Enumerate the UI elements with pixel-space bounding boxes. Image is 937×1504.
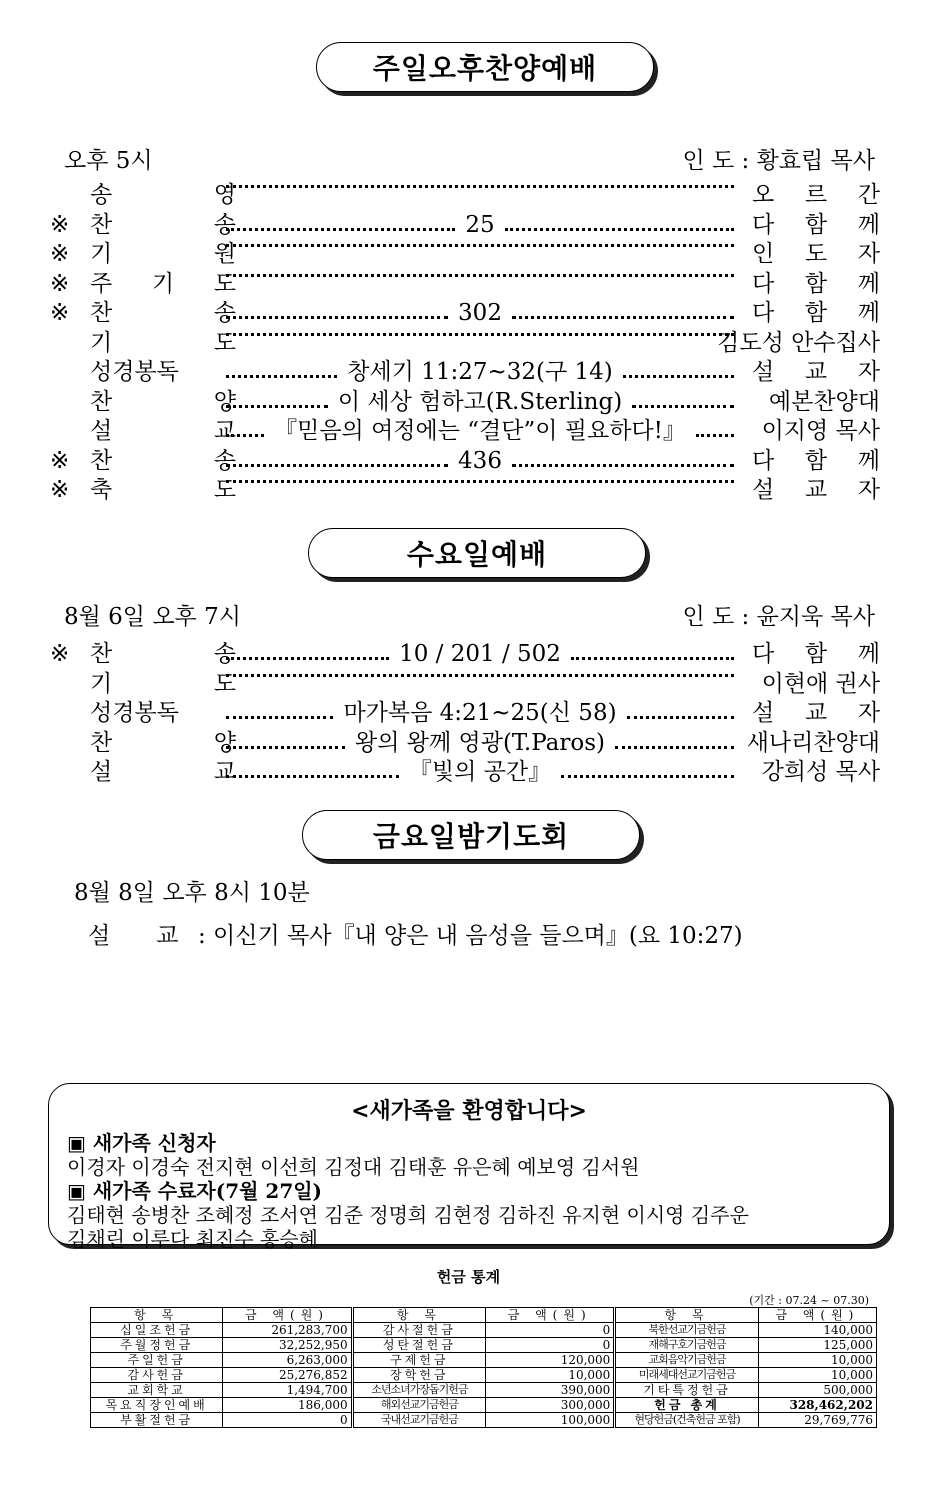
dot-leader xyxy=(632,405,734,408)
order-detail: 436 xyxy=(458,447,502,474)
order-leader-line xyxy=(220,640,740,669)
order-detail: 왕의 왕께 영광(T.Paros) xyxy=(355,729,605,756)
dot-leader xyxy=(623,375,734,378)
order-leader-line xyxy=(220,447,740,476)
dot-leader xyxy=(226,464,448,467)
order-row xyxy=(50,388,880,417)
offering-item: 감사헌금 xyxy=(91,1368,223,1383)
offering-amount: 10,000 xyxy=(758,1368,876,1383)
friday-sermon-label: 설 교 xyxy=(88,923,179,949)
offering-amount: 6,263,000 xyxy=(223,1353,352,1368)
order-leader-line xyxy=(220,388,740,417)
offering-amount: 1,494,700 xyxy=(223,1383,352,1398)
order-detail: 25 xyxy=(465,211,495,238)
order-detail: 『믿음의 여정에는 “결단”이 필요하다!』 xyxy=(274,418,686,444)
friday-sermon: : 이신기 목사『내 양은 내 음성을 들으며』(요 10:27) xyxy=(198,923,743,949)
offering-header-row xyxy=(91,1308,877,1323)
table-row xyxy=(91,1323,877,1338)
graduates-heading: ▣ 새가족 수료자(7월 27일) xyxy=(67,1179,323,1203)
offering-amount: 140,000 xyxy=(758,1323,876,1338)
order-person: 설 교 자 xyxy=(752,477,880,503)
offering-item: 미래세대선교기금헌금 xyxy=(615,1368,758,1383)
offering-amount: 120,000 xyxy=(486,1353,615,1368)
offering-amount: 0 xyxy=(486,1338,615,1353)
offering-amount: 186,000 xyxy=(223,1398,352,1413)
table-row xyxy=(91,1413,877,1428)
table-row xyxy=(91,1338,877,1353)
col-header: 항 목 xyxy=(352,1308,485,1323)
order-row xyxy=(50,299,880,328)
offering-period: (기간 : 07.24 ~ 07.30) xyxy=(749,1294,869,1307)
table-row xyxy=(91,1398,877,1413)
order-leader-line xyxy=(220,417,740,446)
applicants-list: 이경자 이경숙 전지현 이선희 김정대 김태훈 유은혜 예보영 김서원 xyxy=(67,1155,640,1179)
dot-leader xyxy=(226,274,734,277)
dot-leader xyxy=(226,316,448,319)
standing-mark: ※ xyxy=(50,270,70,297)
table-row xyxy=(91,1368,877,1383)
order-detail: 302 xyxy=(458,300,502,326)
dot-leader xyxy=(226,185,734,188)
order-label: 찬 양 xyxy=(90,729,236,756)
order-detail: 마가복음 4:21~25(신 58) xyxy=(343,700,617,726)
order-label: 찬 송 xyxy=(90,211,236,238)
dot-leader xyxy=(505,228,734,231)
order-row xyxy=(50,270,880,299)
order-row xyxy=(50,181,880,210)
order-leader-line xyxy=(220,729,740,758)
dot-leader xyxy=(226,657,389,660)
offering-amount: 0 xyxy=(486,1323,615,1338)
offering-amount: 125,000 xyxy=(758,1338,876,1353)
offering-amount: 10,000 xyxy=(758,1353,876,1368)
offering-amount: 100,000 xyxy=(486,1413,615,1428)
offering-item: 성탄절헌금 xyxy=(352,1338,485,1353)
order-label: 주 기 도 xyxy=(90,270,236,297)
offering-item: 현당헌금(건축헌금 포함) xyxy=(615,1413,758,1428)
offering-item: 교회학교 xyxy=(91,1383,223,1398)
dot-leader xyxy=(226,405,328,408)
offering-item: 해외선교기금헌금 xyxy=(352,1398,485,1413)
offering-item: 주일헌금 xyxy=(91,1353,223,1368)
order-person: 다 함 께 xyxy=(752,211,880,238)
offering-item: 기타특정헌금 xyxy=(615,1383,758,1398)
offering-amount: 32,252,950 xyxy=(223,1338,352,1353)
order-row xyxy=(50,417,880,446)
order-label: 찬 송 xyxy=(90,447,236,474)
offering-amount: 25,276,852 xyxy=(223,1368,352,1383)
dot-leader xyxy=(226,244,734,247)
col-header: 항 목 xyxy=(91,1308,223,1323)
order-row xyxy=(50,476,880,505)
order-person: 다 함 께 xyxy=(752,447,880,474)
order-person: 이지영 목사 xyxy=(761,418,880,444)
order-detail: 이 세상 험하고(R.Sterling) xyxy=(337,388,623,415)
col-header: 금 액(원) xyxy=(486,1308,615,1323)
dot-leader xyxy=(226,775,399,778)
order-label: 찬 양 xyxy=(90,388,236,415)
order-person: 새나리찬양대 xyxy=(746,729,880,756)
offering-item: 장학헌금 xyxy=(352,1368,485,1383)
dot-leader xyxy=(226,746,345,749)
dot-leader xyxy=(615,746,734,749)
order-label: 찬 송 xyxy=(90,641,236,667)
order-person: 다 함 께 xyxy=(752,270,880,297)
order-label: 설 교 xyxy=(90,759,236,785)
order-person: 인 도 자 xyxy=(752,241,880,267)
order-detail: 『빛의 공간』 xyxy=(408,759,552,785)
wednesday-time: 8월 6일 오후 7시 xyxy=(64,604,241,630)
wednesday-leader: 인 도 : 윤지욱 목사 xyxy=(682,604,875,630)
sunday-leader: 인 도 : 황효립 목사 xyxy=(682,148,875,174)
order-row xyxy=(50,329,880,358)
dot-leader xyxy=(226,228,455,231)
order-leader-line xyxy=(220,240,740,243)
order-row xyxy=(50,358,880,387)
offering-item: 재해구호기금헌금 xyxy=(615,1338,758,1353)
welcome-title: <새가족을 환영합니다> xyxy=(351,1099,587,1124)
dot-leader xyxy=(226,480,734,483)
offering-item: 교회음악기금헌금 xyxy=(615,1353,758,1368)
dot-leader xyxy=(561,775,734,778)
order-row xyxy=(50,670,880,699)
order-label: 성 경 봉 독 xyxy=(90,359,179,385)
offering-item: 헌금 총계 xyxy=(615,1398,758,1413)
offering-item: 감사절헌금 xyxy=(352,1323,485,1338)
order-label: 찬 송 xyxy=(90,300,236,326)
order-label: 설 교 xyxy=(90,418,236,444)
order-label: 성 경 봉 독 xyxy=(90,700,179,726)
dot-leader xyxy=(627,716,734,719)
welcome-box xyxy=(48,1083,890,1251)
offering-amount: 0 xyxy=(223,1413,352,1428)
offering-amount: 29,769,776 xyxy=(758,1413,876,1428)
order-label: 기 도 xyxy=(90,670,236,697)
offering-table xyxy=(90,1307,877,1428)
order-person: 강희성 목사 xyxy=(761,759,880,785)
order-leader-line xyxy=(220,299,740,328)
offering-amount: 300,000 xyxy=(486,1398,615,1413)
dot-leader xyxy=(571,657,734,660)
offering-amount: 328,462,202 xyxy=(758,1398,876,1413)
dot-leader xyxy=(512,316,734,319)
friday-title: 금요일밤기도회 xyxy=(302,810,640,860)
offering-item: 구제헌금 xyxy=(352,1353,485,1368)
applicants-heading: ▣ 새가족 신청자 xyxy=(67,1131,216,1155)
dot-leader xyxy=(226,716,333,719)
col-header: 항 목 xyxy=(615,1308,758,1323)
offering-amount: 390,000 xyxy=(486,1383,615,1398)
order-person: 예본찬양대 xyxy=(768,388,880,415)
offering-item: 북한선교기금헌금 xyxy=(615,1323,758,1338)
order-row xyxy=(50,211,880,240)
order-leader-line xyxy=(220,211,740,240)
order-leader-line xyxy=(220,699,740,728)
offering-item: 국내선교기금헌금 xyxy=(352,1413,485,1428)
order-person: 오 르 간 xyxy=(752,182,880,208)
table-row xyxy=(91,1383,877,1398)
order-row xyxy=(50,699,880,728)
standing-mark: ※ xyxy=(50,300,70,326)
standing-mark: ※ xyxy=(50,641,70,667)
order-label: 축 도 xyxy=(90,477,236,503)
order-leader-line xyxy=(220,270,740,273)
dot-leader xyxy=(226,375,337,378)
friday-time: 8월 8일 오후 8시 10분 xyxy=(74,880,310,906)
standing-mark: ※ xyxy=(50,211,70,238)
col-header: 금 액(원) xyxy=(223,1308,352,1323)
order-label: 송 영 xyxy=(90,182,236,208)
order-leader-line xyxy=(220,329,740,332)
dot-leader xyxy=(226,434,264,437)
dot-leader xyxy=(512,464,734,467)
order-leader-line xyxy=(220,670,740,673)
wednesday-title: 수요일예배 xyxy=(308,528,646,578)
offering-item: 소년소녀가장돕기헌금 xyxy=(352,1383,485,1398)
order-person: 설 교 자 xyxy=(752,700,880,726)
order-leader-line xyxy=(220,181,740,184)
order-person: 다 함 께 xyxy=(752,300,880,326)
graduates-list-1: 김태현 송병찬 조혜정 조서연 김준 정명희 김현정 김하진 유지현 이시영 김주운 xyxy=(67,1203,749,1227)
order-person: 다 함 께 xyxy=(752,641,880,667)
dot-leader xyxy=(226,674,734,677)
offering-amount: 500,000 xyxy=(758,1383,876,1398)
order-row xyxy=(50,640,880,669)
order-row xyxy=(50,447,880,476)
order-person: 설 교 자 xyxy=(752,359,880,385)
order-person: 김도성 안수집사 xyxy=(717,329,880,356)
table-row xyxy=(91,1353,877,1368)
offering-title: 헌금 통계 xyxy=(436,1268,501,1286)
offering-item: 목요직장인예배 xyxy=(91,1398,223,1413)
standing-mark: ※ xyxy=(50,241,70,267)
offering-amount: 261,283,700 xyxy=(223,1323,352,1338)
order-label: 기 원 xyxy=(90,241,236,267)
sunday-title: 주일오후찬양예배 xyxy=(316,42,654,92)
offering-item: 십일조헌금 xyxy=(91,1323,223,1338)
order-row xyxy=(50,758,880,787)
order-detail: 창세기 11:27~32(구 14) xyxy=(347,359,613,385)
order-row xyxy=(50,729,880,758)
offering-item: 부활절헌금 xyxy=(91,1413,223,1428)
col-header: 금 액(원) xyxy=(758,1308,876,1323)
order-detail: 10 / 201 / 502 xyxy=(399,641,561,667)
order-label: 기 도 xyxy=(90,329,236,356)
order-leader-line xyxy=(220,358,740,387)
dot-leader xyxy=(226,333,734,336)
order-leader-line xyxy=(220,476,740,479)
order-leader-line xyxy=(220,758,740,787)
offering-item: 주월정헌금 xyxy=(91,1338,223,1353)
dot-leader xyxy=(696,434,734,437)
standing-mark: ※ xyxy=(50,477,70,503)
sunday-time: 오후 5시 xyxy=(64,148,153,174)
order-person: 이현애 권사 xyxy=(761,670,880,697)
offering-amount: 10,000 xyxy=(486,1368,615,1383)
order-row xyxy=(50,240,880,269)
graduates-list-2: 김채린 이루다 최진수 홍승혜 xyxy=(67,1227,318,1251)
standing-mark: ※ xyxy=(50,447,70,474)
